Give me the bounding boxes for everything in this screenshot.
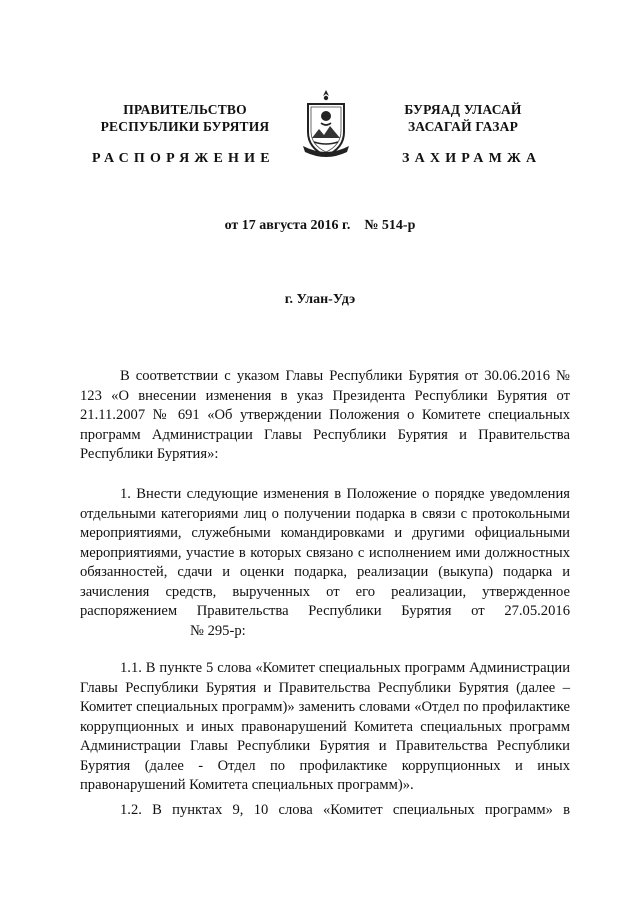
paragraph-item-1-1 (80, 659, 570, 796)
preamble-text: В соответствии с указом Главы Республики Бурятия от 30.06.2016 № 123 «О внесении изменения в указ Президента Республики Бурятия от 21.11.2007 № 691 «Об утверждении Положения о Комитете специальных программ Администрации Главы Республики Бурятия и Правительства Республики Бурятия»: (80, 368, 570, 462)
paragraph-item-1 (80, 485, 570, 641)
issuer-bua-line1: БУРЯАД УЛАСАЙ (404, 102, 522, 117)
doc-date: от 17 августа 2016 г. (224, 218, 351, 233)
issuer-ru-line2: РЕСПУБЛИКИ БУРЯТИЯ (100, 119, 270, 134)
coat-of-arms-icon (299, 88, 353, 160)
issuer-bua (378, 101, 548, 135)
city: г. Улан-Удэ (284, 292, 356, 307)
paragraph-preamble (80, 367, 570, 465)
item-1-order-number: № 295-р: (190, 622, 246, 639)
item-1-text: 1. Внести следующие изменения в Положение о порядке уведомления отдельными категориями лиц о получении подарка в связи с протокольными мероприятиями, служебными командировками и другими официальными мероприятиями, участие в которых связано с исполнением ими должностных обязанностей, сдачи и оценки подарка, реализации (выкупа) подарка и зачисления средств, вырученных от его реализации, утвержденное распоряжением Правительства Республики Бурятия от 27.05.2016 (80, 486, 570, 619)
item-1-1-text: 1.1. В пункте 5 слова «Комитет специальных программ Администрации Главы Республики Бурятия и Правительства Республики Бурятия (далее – Комитет специальных программ)» заменить словами «Отдел по профилактике коррупционных и иных правонарушений Комитета специальных программ Администрации Главы Республики Бурятия и Правительства Республики Бурятия (далее - Отдел по профилактике коррупционных и иных правонарушений Комитета специальных программ)». (80, 660, 570, 793)
issuer-ru (95, 101, 275, 135)
issuer-ru-line1: ПРАВИТЕЛЬСТВО (123, 102, 247, 117)
doc-type-ru: РАСПОРЯЖЕНИЕ (92, 151, 275, 166)
issuer-bua-line2: ЗАСАГАЙ ГАЗАР (407, 119, 519, 134)
doc-type-bua: ЗАХИРАМЖА (402, 151, 542, 166)
paragraph-item-1-2 (80, 801, 570, 821)
date-line (0, 218, 640, 234)
item-1-2-text: 1.2. В пунктах 9, 10 слова «Комитет специальных программ» в (120, 802, 570, 818)
doc-number: № 514-р (364, 218, 416, 233)
